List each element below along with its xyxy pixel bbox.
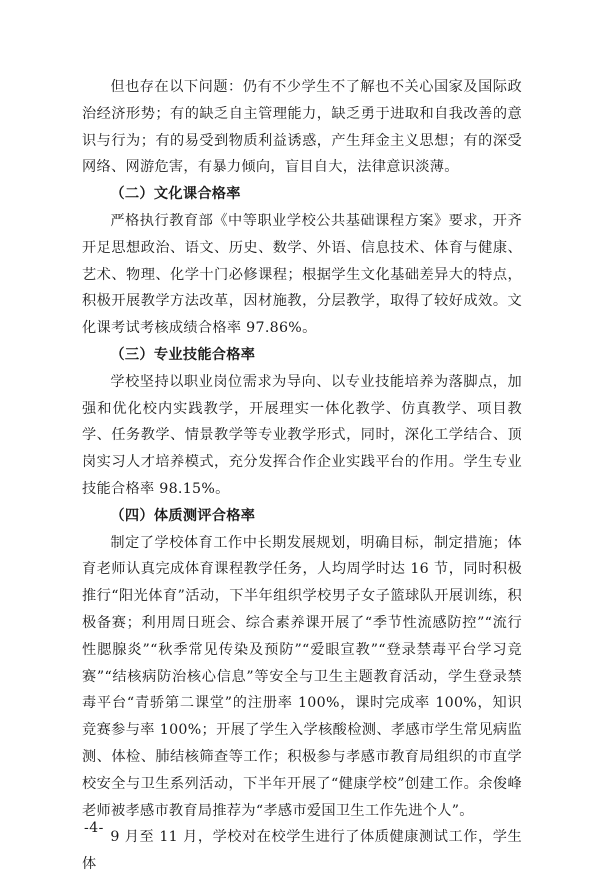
section-heading-professional-skills: （三）专业技能合格率 [110, 346, 256, 363]
paragraph-culture-course: 严格执行教育部《中等职业学校公共基础课程方案》要求，开齐开足思想政治、语文、历史、数学、外语、信息技术、体育与健康、艺术、物理、化学十门必修课程；根据学生文化基础差异大的特点，积极开展教学方法改革，因材施教，分层教学，取得了较好成效。文化课考试考核成绩合格率 97.86%。 [82, 212, 522, 337]
paragraph-physical-fitness: 制定了学校体育工作中长期发展规划，明确目标，制定措施；体育老师认真完成体育课程教学任务，人均周学时达 16 节，同时积极推行“阳光体育”活动，下半年组织学校男子女子篮球队开展训练，积极备赛；利用周日班会、综合素养课开展了“季节性流感防控”“流行性腮腺炎”“秋季常见传染及预防”“爱眼宣教”“登录禁毒平台学习竞赛”“结核病防治核心信息”等安全与卫生主题教育活动，学生登录禁毒平台“青骄第二课堂”的注册率 100%，课时完成率 100%，知识竞赛参与率 100%；开展了学生入学核酸检测、孝感市学生常见病监测、体检、肺结核筛查等工作；积极参与孝感市教育局组织的市直学校安全与卫生系列活动，下半年开展了“健康学校”创建工作。余俊峰老师被孝感市教育局推荐为“孝感市爱国卫生工作先进个人”。 [82, 534, 522, 819]
section-heading-physical-fitness: （四）体质测评合格率 [110, 507, 256, 524]
page-number: -4- [84, 820, 104, 836]
paragraph-fitness-test: 9 月至 11 月，学校对在校学生进行了体质健康测试工作，学生体 [82, 829, 522, 873]
paragraph-problems: 但也存在以下问题：仍有不少学生不了解也不关心国家及国际政治经济形势；有的缺乏自主管理能力，缺乏勇于进取和自我改善的意识与行为；有的易受到物质利益诱惑，产生拜金主义思想；有的深受网络、网游危害，有暴力倾向，盲目自大，法律意识淡薄。 [82, 79, 522, 176]
paragraph-professional-skills: 学校坚持以职业岗位需求为导向、以专业技能培养为落脚点，加强和优化校内实践教学，开展理实一体化教学、仿真教学、项目教学、任务教学、情景教学等专业教学形式，同时，深化工学结合、顶岗实习人才培养模式，充分发挥合作企业实践平台的作用。学生专业技能合格率 98.15%。 [82, 373, 522, 497]
section-heading-culture-course: （二）文化课合格率 [110, 186, 241, 203]
document-body [82, 74, 522, 878]
